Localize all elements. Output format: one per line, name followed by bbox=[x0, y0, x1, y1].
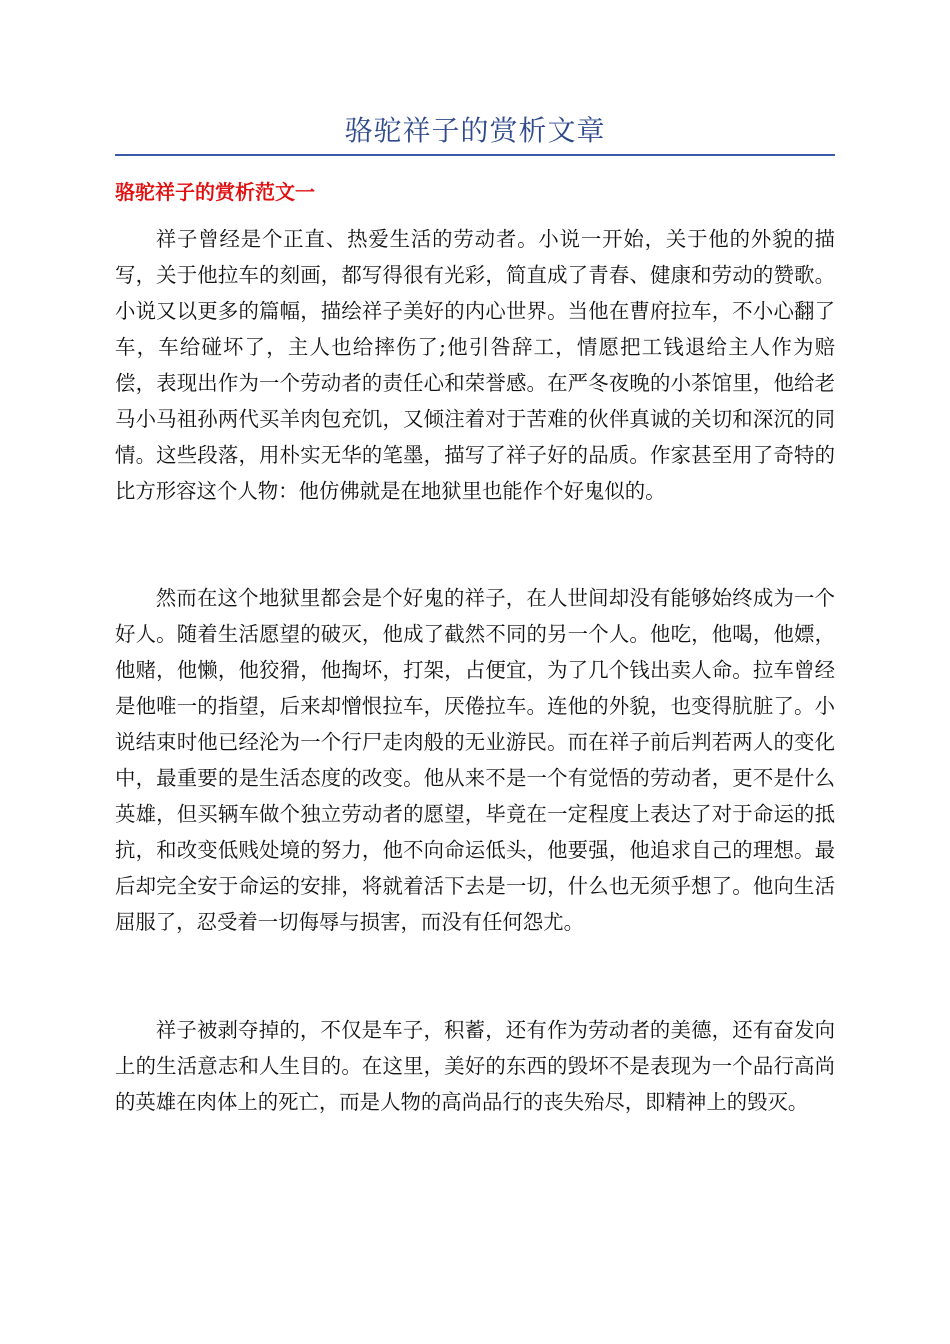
body-paragraph: 祥子被剥夺掉的，不仅是车子，积蓄，还有作为劳动者的美德，还有奋发向上的生活意志和人生目的。在这里，美好的东西的毁坏不是表现为一个品行高尚的英雄在肉体上的死亡，而是人物的高尚品行的丧失殆尽，即精神上的毁灭。 bbox=[115, 1018, 835, 1114]
section-heading: 骆驼祥子的赏析范文一 bbox=[115, 180, 315, 204]
body-paragraph: 然而在这个地狱里都会是个好鬼的祥子，在人世间却没有能够始终成为一个好人。随着生活愿望的破灭，他成了截然不同的另一个人。他吃，他喝，他嫖，他赌，他懒，他狡猾，他掏坏，打架，占便宜，为了几个钱出卖人命。拉车曾经是他唯一的指望，后来却憎恨拉车，厌倦拉车。连他的外貌，也变得肮脏了。小说结束时他已经沦为一个行尸走肉般的无业游民。而在祥子前后判若两人的变化中，最重要的是生活态度的改变。他从来不是一个有觉悟的劳动者，更不是什么英雄，但买辆车做个独立劳动者的愿望，毕竟在一定程度上表达了对于命运的抵抗，和改变低贱处境的努力，他不向命运低头，他要强，他追求自己的理想。最后却完全安于命运的安排，将就着活下去是一切，什么也无须乎想了。他向生活屈服了，忍受着一切侮辱与损害，而没有任何怨尤。 bbox=[115, 586, 835, 934]
body-paragraph: 祥子曾经是个正直、热爱生活的劳动者。小说一开始，关于他的外貌的描写，关于他拉车的刻画，都写得很有光彩，简直成了青春、健康和劳动的赞歌。小说又以更多的篇幅，描绘祥子美好的内心世界。当他在曹府拉车，不小心翻了车，车给碰坏了，主人也给摔伤了;他引咎辞工，情愿把工钱退给主人作为赔偿，表现出作为一个劳动者的责任心和荣誉感。在严冬夜晚的小茶馆里，他给老马小马祖孙两代买羊肉包充饥，又倾注着对于苦难的伙伴真诚的关切和深沉的同情。这些段落，用朴实无华的笔墨，描写了祥子好的品质。作家甚至用了奇特的比方形容这个人物：他仿佛就是在地狱里也能作个好鬼似的。 bbox=[115, 227, 835, 503]
title-underline-divider bbox=[115, 154, 835, 156]
document-title: 骆驼祥子的赏析文章 bbox=[344, 114, 606, 147]
